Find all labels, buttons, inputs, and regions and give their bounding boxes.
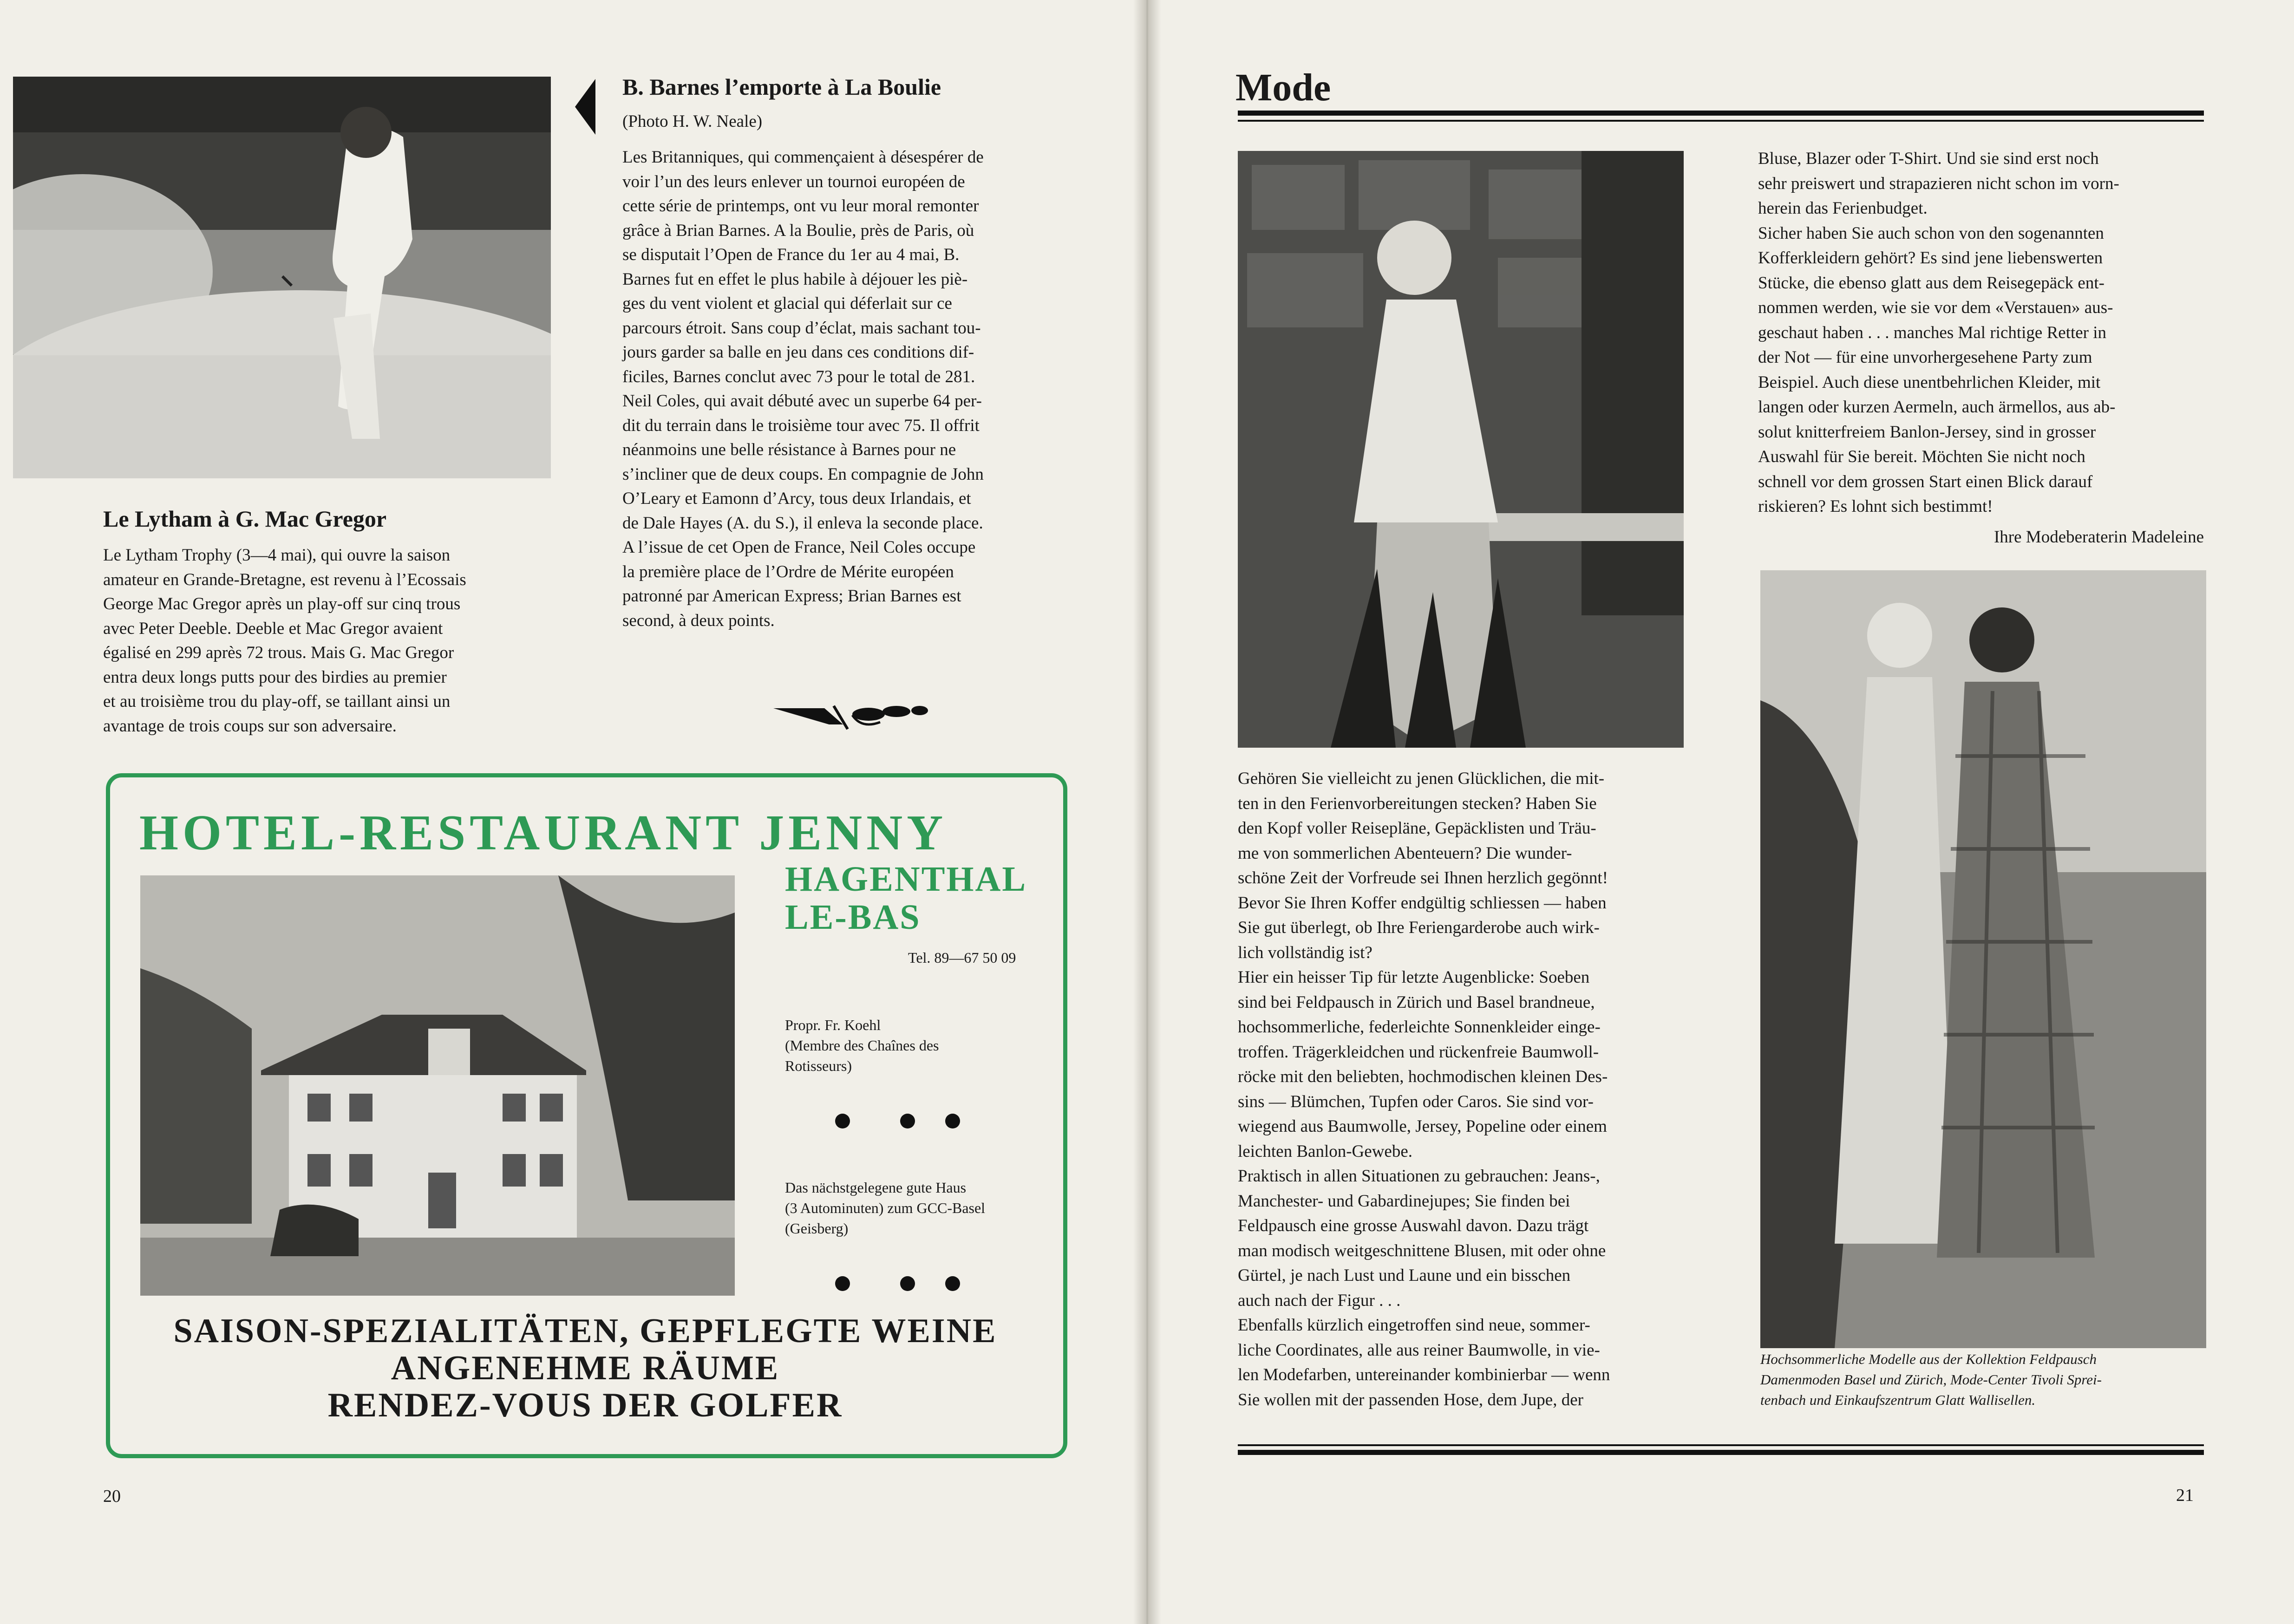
barnes-article-body: Les Britanniques, qui commençaient à désespérer de voir l’un des leurs enlever un tournoi européen de cette série de printemps, ont vu leur moral remonter grâce à Brian Barnes. A la Boulie, près de Paris, où se disputait l’Open de France du 1er au 4 mai, B. Barnes fut en effet le plus habile à déjouer les piè- ges du vent violent et glacial qui déferlait sur ce parcours étroit. Sans coup d’éclat, mais sachant tou- jours garder sa balle en jeu dans ces conditions dif- ficiles, Barnes conclut avec 73 pour le total de 281. Neil Coles, qui avait débuté avec un superbe 64 per- dit du terrain dans le troisième tour avec 75. Il offrit néanmoins une belle résistance à Barnes pour ne s’incliner que de deux coups. En compagnie de John O’Leary et Eamonn d’Arcy, tous deux Irlandais, et de Dale Hayes (A. du S.), il enleva la seconde place. A l’issue de cet Open de France, Neil Coles occupe la première place de l’Ordre de Mérite européen patronné par American Express; Brian Barnes est second, à deux points.: [622, 148, 984, 630]
photo-caption: Hochsommerliche Modelle aus der Kollektion Feldpausch Damenmoden Basel und Zürich, Mode-Center Tivoli Sprei- tenbach und Einkaufszentrum Glatt Wallisellen.: [1760, 1351, 2102, 1408]
bullet-dot: [945, 1114, 960, 1128]
lytham-article-body: Le Lytham Trophy (3—4 mai), qui ouvre la saison amateur en Grande-Bretagne, est revenu à l’Ecossais George Mac Gregor après un play-off sur cinq trous avec Peter Deeble. Deeble et Mac Gregor avaient égalisé en 299 après 72 trous. Mais G. Mac Gregor entra deux longs putts pour des birdies au premier et au troisième trou du play-off, se taillant ainsi un avantage de trois coups sur son adversaire.: [103, 546, 466, 736]
bullet-dot: [900, 1114, 915, 1128]
hotel-ad-owner: Propr. Fr. Koehl (Membre des Chaînes des Rotisseurs): [785, 1017, 939, 1074]
hotel-ad-place-line1: HAGENTHAL: [785, 860, 1027, 899]
hotel-ad-note: Das nächstgelegene gute Haus (3 Autominuten) zum GCC-Basel (Geisberg): [785, 1179, 986, 1237]
hotel-ad-slogan-line2: ANGENEHME RÄUME: [391, 1349, 780, 1387]
hotel-ad-place-line2: LE-BAS: [785, 898, 921, 937]
title-rule-thin: [1238, 120, 2204, 122]
page-number-right: 21: [2176, 1486, 2194, 1505]
bullet-dot: [835, 1114, 850, 1128]
hotel-ad-slogan-line1: SAISON-SPEZIALITÄTEN, GEPFLEGTE WEINE: [173, 1312, 997, 1350]
barnes-article-title: B. Barnes l’emporte à La Boulie: [622, 74, 941, 100]
model-seated-photo: [1238, 151, 1684, 748]
barnes-photo-credit: (Photo H. W. Neale): [622, 112, 763, 131]
bullet-dot: [945, 1276, 960, 1291]
page-number-left: 20: [103, 1487, 121, 1506]
arrow-marker-icon: [575, 79, 595, 135]
bird-ornament-icon: [769, 697, 931, 734]
hotel-ad-slogan-line3: RENDEZ-VOUS DER GOLFER: [327, 1386, 843, 1424]
hotel-building-photo: [140, 875, 735, 1296]
mode-body-right: Bluse, Blazer oder T-Shirt. Und sie sind erst noch sehr preiswert und strapazieren nicht schon im vorn- herein das Ferienbudget. Sicher haben Sie auch schon von den sogenannten Kofferkleidern gehört? Es sind jene liebenswerten Stücke, die ebenso glatt aus dem Reisegepäck ent- nommen werden, wie sie vor dem «Verstauen» aus- geschaut haben . . . manches Mal richtige Retter in der Not — für eine unvorhergesehene Party zum Beispiel. Auch diese unentbehrlichen Kleider, mit langen oder kurzen Aermeln, auch ärmellos, aus ab- solut knitterfreiem Banlon-Jersey, sind in grosser Auswahl für Sie bereit. Möchten Sie nicht noch schnell vor dem grossen Start einen Blick darauf riskieren? Es lohnt sich bestimmt!: [1758, 149, 2119, 516]
lytham-article-title: Le Lytham à G. Mac Gregor: [103, 506, 387, 532]
mode-body-left: Gehören Sie vielleicht zu jenen Glücklichen, die mit- ten in den Ferienvorbereitungen stecken? Haben Sie den Kopf voller Reisepläne, Gepäcklisten und Träu- me von sommerlichen Abenteuern? Die wunder- schöne Zeit der Vorfreude sei Ihnen herzlich gegönnt! Bevor Sie Ihren Koffer endgültig schliessen — haben Sie gut überlegt, ob Ihre Feriengarderobe auch wirk- lich vollständig ist? Hier ein heisser Tip für letzte Augenblicke: Soeben sind bei Feldpausch in Zürich und Basel brandneue, hochsommerliche, federleichte Sonnenkleider einge- troffen. Trägerkleidchen und rückenfreie Baumwoll- röcke mit den beliebten, hochmodischen kleinen Des- sins — Blümchen, Tupfen oder Caros. Sie sind vor- wiegend aus Baumwolle, Jersey, Popeline oder einem leichten Banlon-Gewebe. Praktisch in allen Situationen zu gebrauchen: Jeans-, Manchester- und Gabardinejupes; Sie finden bei Feldpausch eine grosse Auswahl davon. Dazu trägt man modisch weitgeschnittene Blusen, mit oder ohne Gürtel, je nach Lust und Laune und ein bisschen auch nach der Figur . . . Ebenfalls kürzlich eingetroffen sind neue, sommer- liche Coordinates, alle aus reiner Baumwolle, in vie- len Modefarben, untereinander kombinierbar — wenn Sie wollen mit der passenden Hose, dem Jupe, der: [1238, 769, 1610, 1409]
title-rule-thick: [1238, 111, 2204, 116]
bottom-rule-thin: [1238, 1444, 2204, 1446]
hotel-ad-title: HOTEL-RESTAURANT JENNY: [139, 805, 948, 861]
bullet-dot: [900, 1276, 915, 1291]
bullet-dot: [835, 1276, 850, 1291]
left-page: [0, 0, 1144, 1624]
golfer-bunker-photo: [13, 77, 551, 478]
section-title-mode: Mode: [1235, 66, 1331, 109]
mode-signature: Ihre Modeberaterin Madeleine: [1993, 528, 2204, 547]
two-models-photo: [1760, 570, 2206, 1348]
hotel-ad-tel: Tel. 89—67 50 09: [908, 949, 1016, 966]
bottom-rule-thick: [1238, 1450, 2204, 1455]
